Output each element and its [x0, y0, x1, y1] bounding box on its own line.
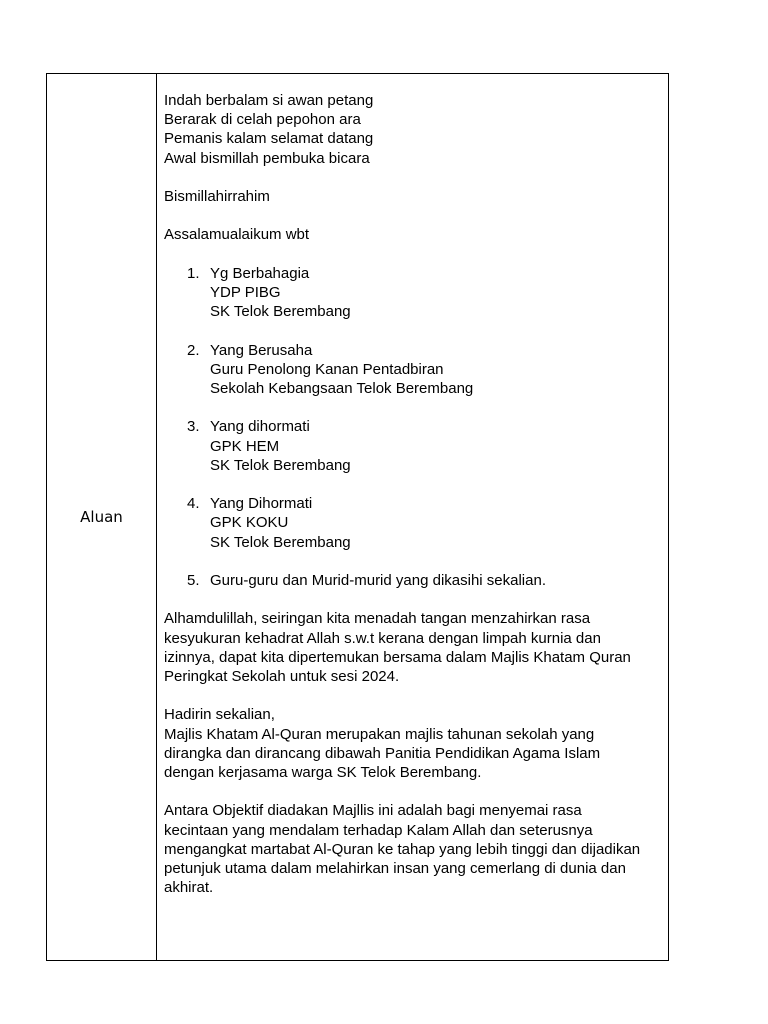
attendee-number: 1.: [187, 264, 200, 282]
attendee-line: Yang Berusaha: [210, 341, 313, 359]
attendee-line: GPK KOKU: [210, 514, 289, 532]
paragraph-line: Hadirin sekalian,: [164, 706, 275, 724]
attendee-list: [164, 264, 660, 590]
attendee-number: 2.: [187, 341, 200, 359]
attendee-line: Guru-guru dan Murid-murid yang dikasihi sekalian.: [210, 571, 546, 589]
attendee-line: SK Telok Berembang: [210, 456, 351, 474]
paragraph-line: izinnya, dapat kita dipertemukan bersama dalam Majlis Khatam Quran: [164, 648, 631, 666]
attendee-item: [164, 417, 660, 475]
objective-paragraph: [164, 801, 660, 897]
attendee-line: Yang dihormati: [210, 418, 310, 436]
section-label: Aluan: [80, 508, 123, 526]
attendee-number: 4.: [187, 495, 200, 513]
opening-paragraph: [164, 609, 660, 686]
attendee-line: SK Telok Berembang: [210, 303, 351, 321]
attendee-line: Yang Dihormati: [210, 495, 313, 513]
salam-text: Assalamualaikum wbt: [164, 226, 310, 244]
speech-content-cell: [157, 74, 668, 960]
attendee-line: Guru Penolong Kanan Pentadbiran: [210, 360, 444, 378]
pantun-line: Berarak di celah pepohon ara: [164, 111, 361, 129]
attendee-line: YDP PIBG: [210, 283, 281, 301]
pantun-stanza: [164, 91, 660, 168]
speech-table: [46, 73, 669, 961]
attendee-item: [164, 571, 660, 590]
paragraph-line: petunjuk utama dalam melahirkan insan yang cemerlang di dunia dan: [164, 859, 626, 877]
attendee-item: [164, 264, 660, 322]
pantun-line: Indah berbalam si awan petang: [164, 92, 374, 109]
attendee-line: GPK HEM: [210, 437, 280, 455]
paragraph-line: Peringkat Sekolah untuk sesi 2024.: [164, 667, 400, 685]
paragraph-line: dengan kerjasama warga SK Telok Berembang.: [164, 763, 482, 781]
paragraph-line: dirangka dan dirancang dibawah Panitia Pendidikan Agama Islam: [164, 744, 601, 762]
attendee-line: Yg Berbahagia: [210, 264, 310, 282]
paragraph-line: Alhamdulillah, seiringan kita menadah tangan menzahirkan rasa: [164, 610, 591, 628]
pantun-line: Pemanis kalam selamat datang: [164, 130, 374, 148]
paragraph-line: kesyukuran kehadrat Allah s.w.t kerana dengan limpah kurnia dan: [164, 629, 601, 647]
paragraph-line: Majlis Khatam Al-Quran merupakan majlis tahunan sekolah yang: [164, 725, 595, 743]
paragraph-line: kecintaan yang mendalam terhadap Kalam Allah dan seterusnya: [164, 821, 593, 839]
attendee-line: SK Telok Berembang: [210, 533, 351, 551]
attendee-number: 5.: [187, 571, 200, 589]
paragraph-line: Antara Objektif diadakan Majllis ini adalah bagi menyemai rasa: [164, 802, 582, 820]
attendee-item: [164, 341, 660, 399]
pantun-line: Awal bismillah pembuka bicara: [164, 149, 370, 167]
bismillah-text: Bismillahirrahim: [164, 188, 270, 205]
section-label-cell: [47, 74, 157, 960]
paragraph-line: akhirat.: [164, 879, 214, 897]
attendee-line: Sekolah Kebangsaan Telok Berembang: [210, 379, 474, 397]
attendee-number: 3.: [187, 418, 200, 436]
attendee-item: [164, 494, 660, 552]
paragraph-line: mengangkat martabat Al-Quran ke tahap yang lebih tinggi dan dijadikan: [164, 840, 641, 858]
event-paragraph: [164, 705, 660, 782]
